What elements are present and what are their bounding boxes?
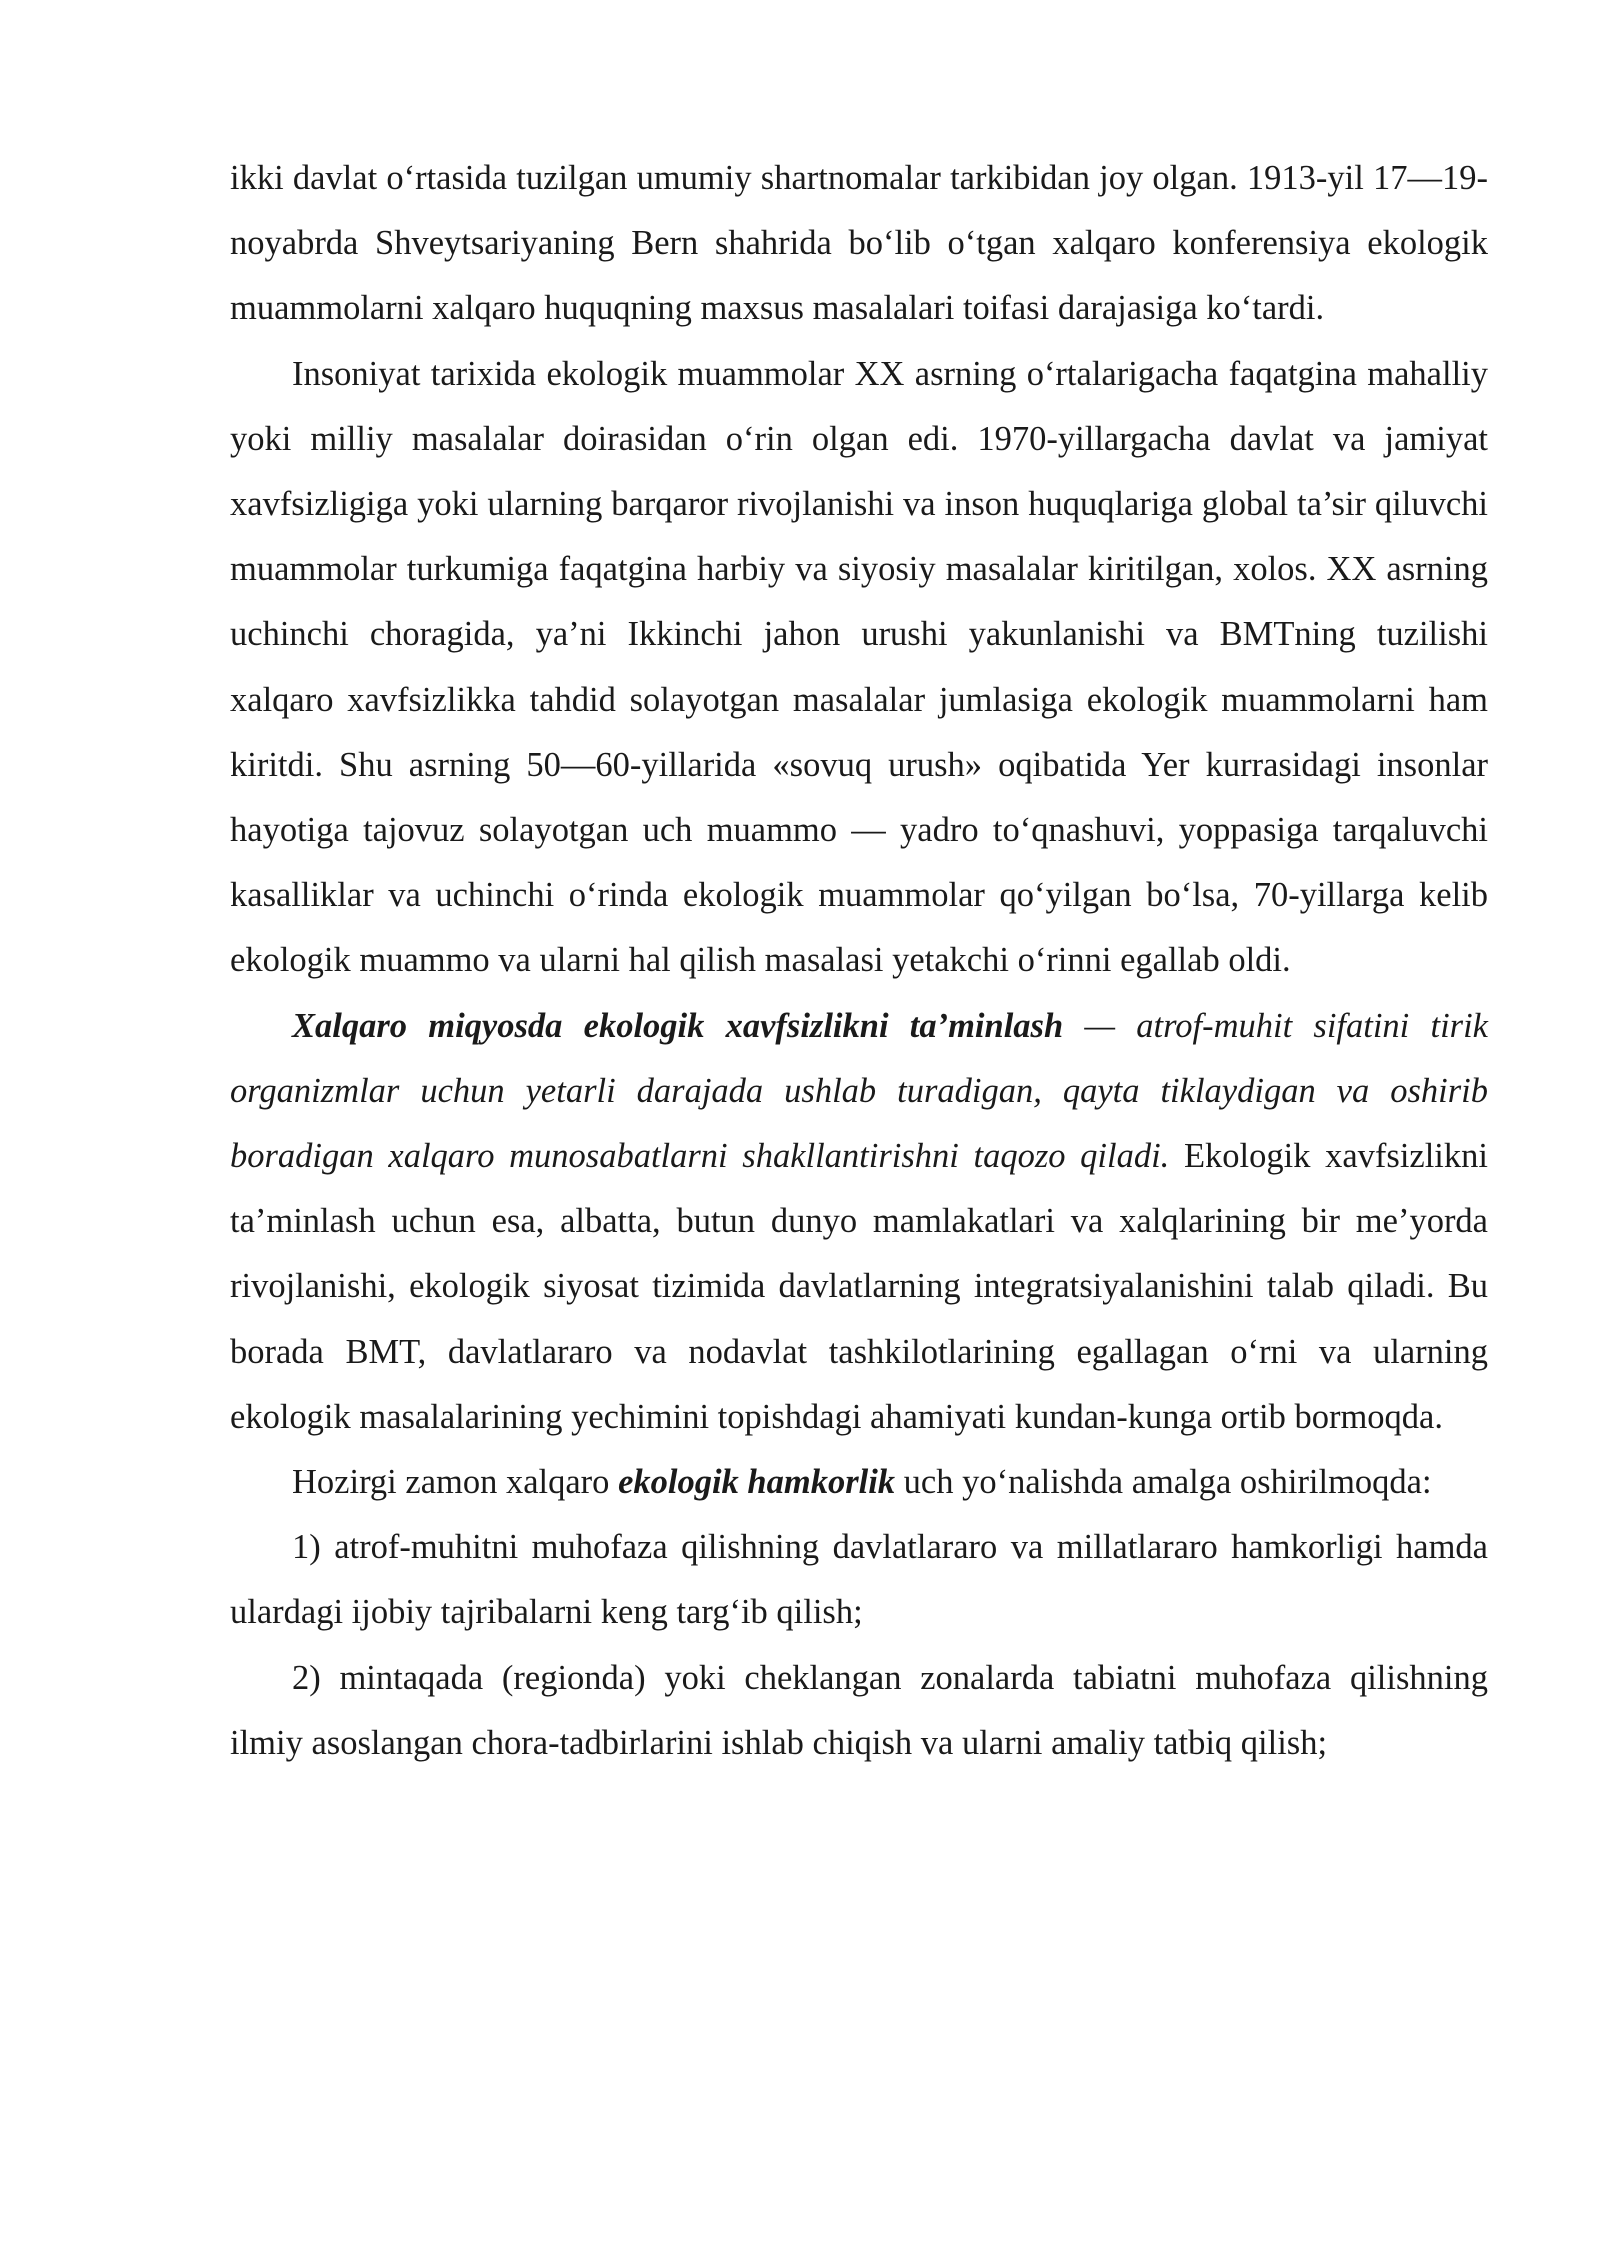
paragraph-text: uch yo‘nalishda amalga oshirilmoqda: — [895, 1463, 1432, 1502]
defined-term: Xalqaro miqyosda ekologik xavfsizlikni ta’minlash — [292, 1006, 1064, 1045]
paragraph-text: Ekologik xavfsizlikni ta’minlash uchun esa, albatta, butun dunyo mamlakatlari va xalqlarining bir me’yorda rivojlanishi, ekologik siyosat tizimida davlatlarning integratsiyalanishini talab qiladi. Bu borada BMT, davlatlararo va nodavlat tashkilotlarining egallagan o‘rni va ularning ekologik masalalarining yechimini topishdagi ahamiyati kundan-kunga ortib bormoqda. — [230, 1137, 1488, 1436]
list-item-2 — [230, 1646, 1488, 1776]
paragraph-cooperation-intro — [230, 1450, 1488, 1515]
list-item-text: 2) mintaqada (regionda) yoki cheklangan zonalarda tabiatni muhofaza qilishning ilmiy asoslangan chora-tadbirlarini ishlab chiqish va ularni amaliy tatbiq qilish; — [230, 1658, 1488, 1762]
paragraph-continuation — [230, 146, 1488, 342]
emphasized-term: ekologik hamkorlik — [618, 1463, 896, 1502]
paragraph-text: Insoniyat tarixida ekologik muammolar XX asrning o‘rtalarigacha faqatgina mahalliy yoki milliy masalalar doirasidan o‘rin olgan edi. 1970-yillargacha davlat va jamiyat xavfsizligiga yoki ularning barqaror rivojlanishi va inson huquqlariga global ta’sir qiluvchi muammolar turkumiga faqatgina harbiy va siyosiy masalalar kiritilgan, xolos. XX asrning uchinchi choragida, ya’ni Ikkinchi jahon urushi yakunlanishi va BMTning tuzilishi xalqaro xavfsizlikka tahdid solayotgan masalalar jumlasiga ekologik muammolarni ham kiritdi. Shu asrning 50—60-yillarida «sovuq urush» oqibatida Yer kurrasidagi insonlar hayotiga tajovuz solayotgan uch muammo — yadro to‘qnashuvi, yoppasiga tarqaluvchi kasalliklar va uchinchi o‘rinda ekologik muammolar qo‘yilgan bo‘lsa, 70-yillarga kelib ekologik muammo va ularni hal qilish masalasi yetakchi o‘rinni egallab oldi. — [230, 354, 1488, 980]
definition-text: — atrof-muhit sifatini tirik organizmlar uchun yetarli darajada ushlab turadigan, qayta tiklaydigan va oshirib boradigan xalqaro munosabatlarni shakllantirishni taqozo qiladi. — [230, 1006, 1488, 1176]
paragraph-history — [230, 342, 1488, 994]
paragraph-text: ikki davlat o‘rtasida tuzilgan umumiy shartnomalar tarkibidan joy olgan. 1913-yil 17—19-noyabrda Shveytsariyaning Bern shahrida bo‘lib o‘tgan xalqaro konferensiya ekologik muammolarni xalqaro huquqning maxsus masalalari toifasi darajasiga ko‘tardi. — [230, 159, 1488, 328]
list-item-text: 1) atrof-muhitni muhofaza qilishning davlatlararo va millatlararo hamkorligi hamda ulardagi ijobiy tajribalarni keng targ‘ib qilish; — [230, 1528, 1488, 1632]
paragraph-text: Hozirgi zamon xalqaro — [292, 1463, 619, 1502]
document-body — [230, 146, 1488, 1776]
paragraph-definition — [230, 994, 1488, 1450]
list-item-1 — [230, 1515, 1488, 1645]
